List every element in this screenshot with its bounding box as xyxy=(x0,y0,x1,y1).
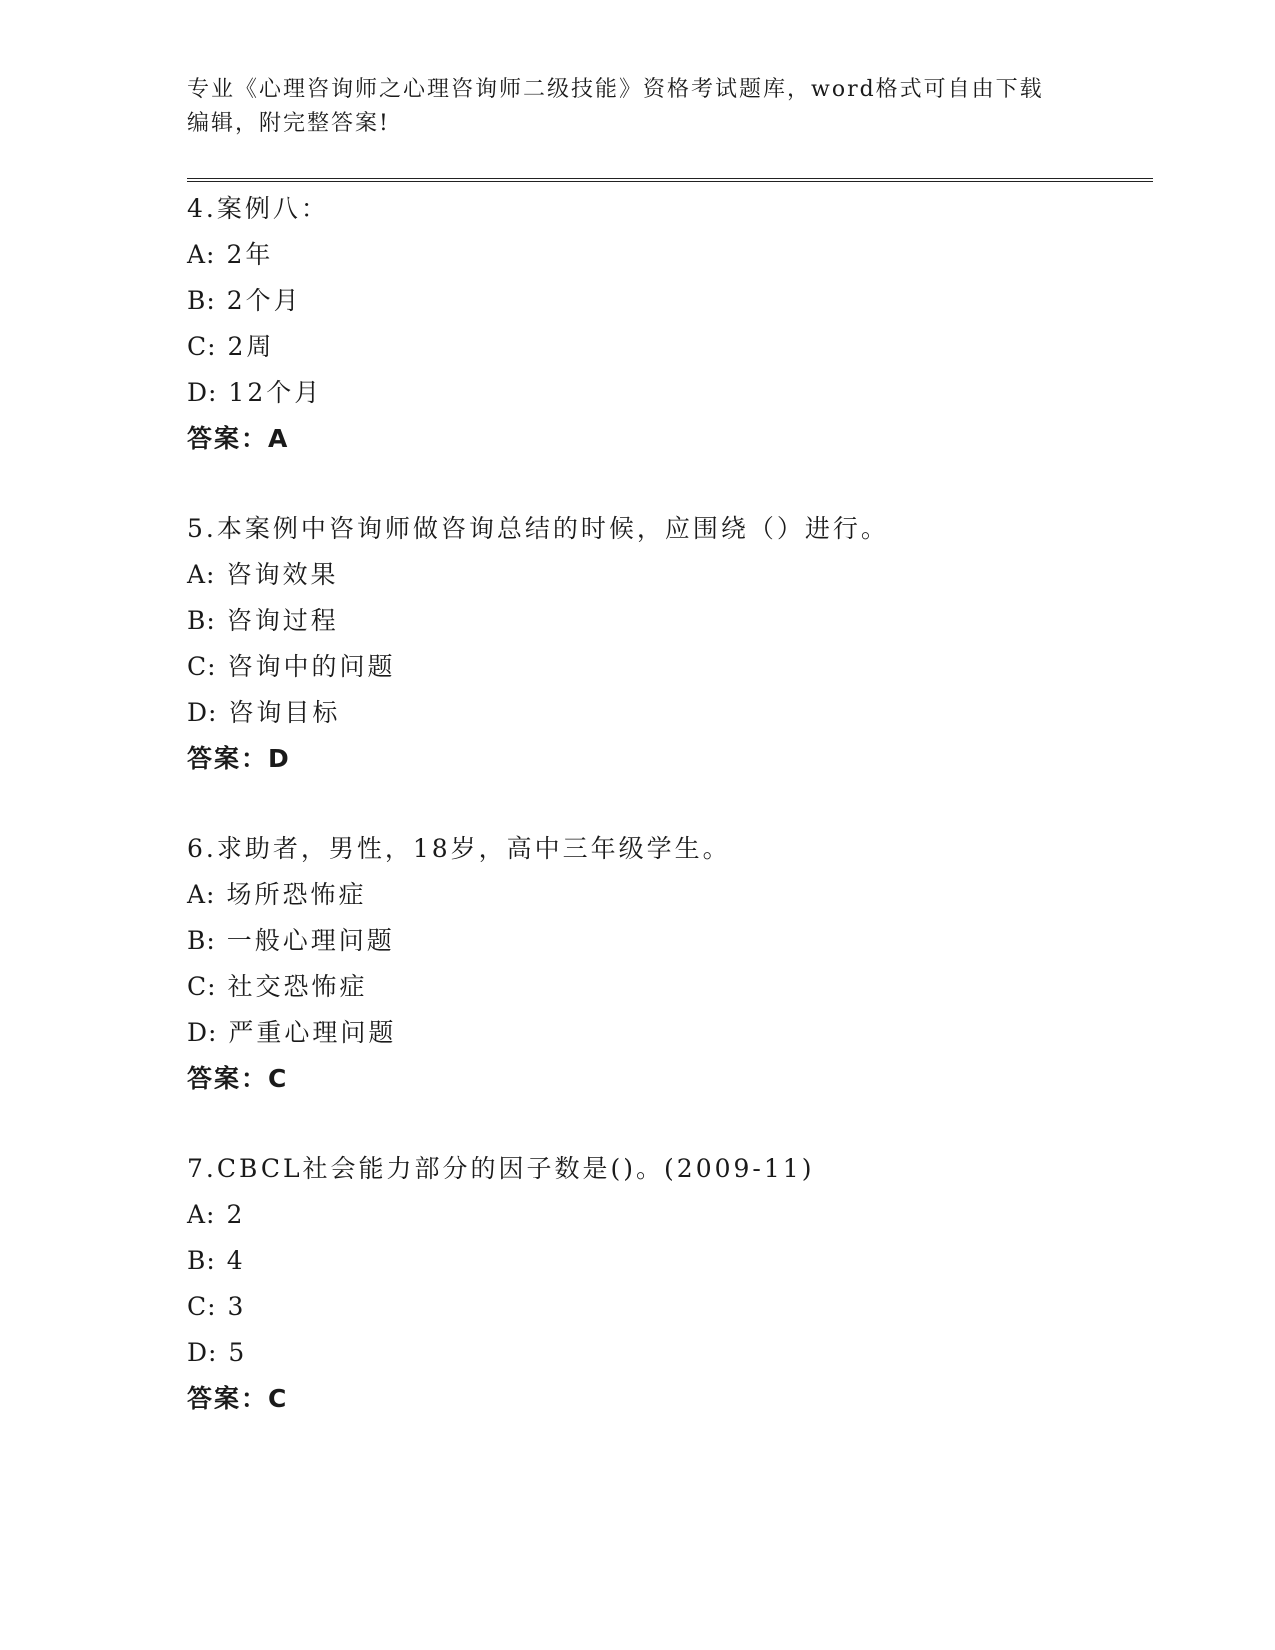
option-label: B: xyxy=(187,926,216,955)
option-b xyxy=(187,918,1187,964)
option-c xyxy=(187,1284,1187,1330)
option-label: A: xyxy=(187,560,216,589)
option-text: 一般心理问题 xyxy=(226,926,395,955)
header-line-1: 专业《心理咨询师之心理咨询师二级技能》资格考试题库，word格式可自由下载 xyxy=(187,77,1044,102)
option-text: 4 xyxy=(226,1246,246,1275)
option-text: 5 xyxy=(228,1338,248,1367)
answer-line: 答案：A xyxy=(187,424,290,453)
option-label: B: xyxy=(187,1246,216,1275)
option-text: 咨询效果 xyxy=(226,560,339,589)
option-text: 12个月 xyxy=(228,378,323,407)
header-line-2: 编辑，附完整答案! xyxy=(187,111,390,136)
option-label: C: xyxy=(187,972,217,1001)
option-label: B: xyxy=(187,606,216,635)
option-text: 2周 xyxy=(227,332,275,361)
option-label: D: xyxy=(187,1018,218,1047)
option-text: 场所恐怖症 xyxy=(226,880,367,909)
option-c xyxy=(187,644,1187,690)
option-text: 2个月 xyxy=(226,286,302,315)
option-text: 3 xyxy=(227,1292,247,1321)
option-text: 咨询中的问题 xyxy=(227,652,396,681)
option-label: D: xyxy=(187,698,218,727)
option-b xyxy=(187,278,1187,324)
option-d xyxy=(187,1330,1187,1376)
option-text: 2年 xyxy=(226,240,274,269)
option-label: B: xyxy=(187,286,216,315)
option-label: D: xyxy=(187,1338,218,1367)
option-label: D: xyxy=(187,378,218,407)
option-label: C: xyxy=(187,332,217,361)
option-a xyxy=(187,1192,1187,1238)
option-label: A: xyxy=(187,240,216,269)
answer-line: 答案：C xyxy=(187,1384,289,1413)
question-stem: 5.本案例中咨询师做咨询总结的时候，应围绕（）进行。 xyxy=(187,514,889,543)
question-stem: 4.案例八： xyxy=(187,194,329,223)
option-d xyxy=(187,1010,1187,1056)
option-b xyxy=(187,1238,1187,1284)
question-stem: 6.求助者，男性，18岁，高中三年级学生。 xyxy=(187,834,731,863)
option-a xyxy=(187,232,1187,278)
option-b xyxy=(187,598,1187,644)
question-5 xyxy=(187,506,1187,782)
question-6 xyxy=(187,826,1187,1102)
option-label: C: xyxy=(187,1292,217,1321)
option-text: 2 xyxy=(226,1200,246,1229)
option-c xyxy=(187,964,1187,1010)
option-text: 咨询过程 xyxy=(226,606,339,635)
option-label: A: xyxy=(187,880,216,909)
option-text: 严重心理问题 xyxy=(228,1018,397,1047)
header-divider xyxy=(187,178,1153,182)
option-label: C: xyxy=(187,652,217,681)
question-7 xyxy=(187,1146,1187,1422)
option-text: 社交恐怖症 xyxy=(227,972,368,1001)
option-a xyxy=(187,872,1187,918)
document-header xyxy=(187,73,1067,141)
option-c xyxy=(187,324,1187,370)
answer-line: 答案：C xyxy=(187,1064,289,1093)
option-text: 咨询目标 xyxy=(228,698,341,727)
option-d xyxy=(187,370,1187,416)
answer-line: 答案：D xyxy=(187,744,291,773)
question-4 xyxy=(187,186,1187,462)
option-a xyxy=(187,552,1187,598)
option-label: A: xyxy=(187,1200,216,1229)
option-d xyxy=(187,690,1187,736)
question-stem: 7.CBCL社会能力部分的因子数是()。(2009-11) xyxy=(187,1154,815,1183)
